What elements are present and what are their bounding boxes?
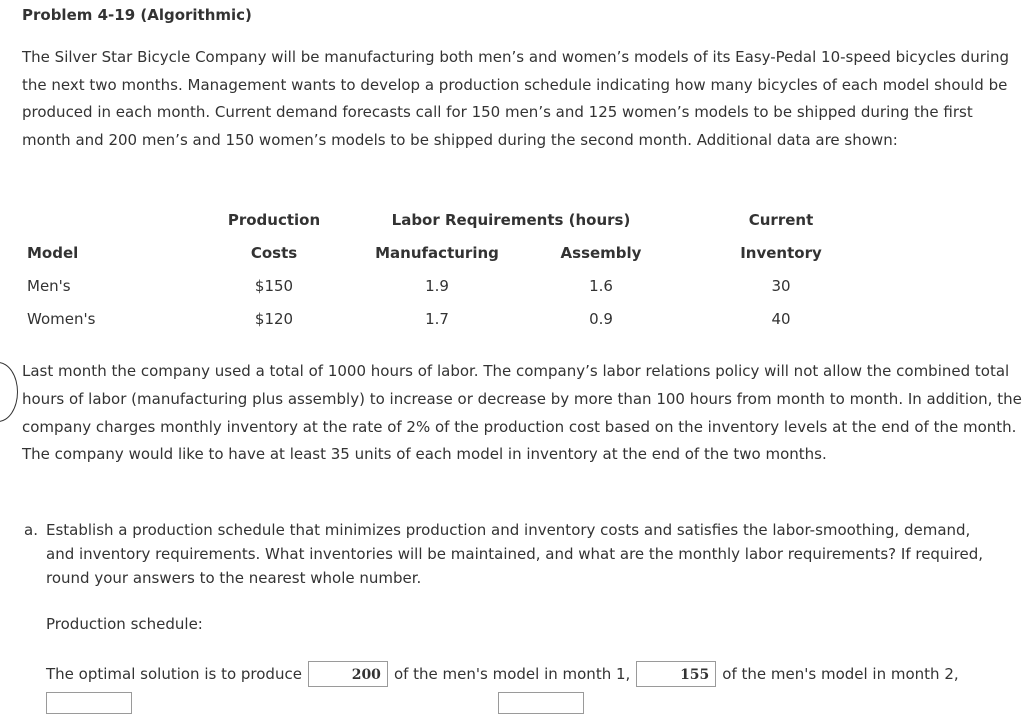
answer-prefix: The optimal solution is to produce <box>46 665 302 683</box>
part-a-label: a. <box>24 521 38 539</box>
answer-input-next-row-1[interactable] <box>46 692 132 714</box>
answer-input-next-row-2[interactable] <box>498 692 584 714</box>
table-row <box>22 302 849 335</box>
answer-mid-1: of the men's model in month 1, <box>393 665 631 683</box>
part-a-text: Establish a production schedule that minimizes production and inventory costs and satisfies the labor-smoothing, demand, and inventory requirements. What inventories will be maintained, and what are the monthly labor requirements? If required, round your answers to the nearest whole number. <box>46 521 983 587</box>
cell-assembly: 0.9 <box>589 309 613 328</box>
cell-model: Women's <box>27 309 96 328</box>
header-current: Current <box>748 210 814 229</box>
part-a-question <box>24 518 994 590</box>
header-labor-requirements: Labor Requirements (hours) <box>391 210 631 229</box>
data-table <box>22 203 849 335</box>
cell-manufacturing: 1.9 <box>425 276 449 295</box>
cell-inventory: 40 <box>771 309 791 328</box>
cell-manufacturing: 1.7 <box>425 309 449 328</box>
cell-cost: $120 <box>254 309 294 328</box>
problem-title: Problem 4-19 (Algorithmic) <box>22 6 252 24</box>
production-schedule-label: Production schedule: <box>46 615 203 633</box>
table-header-row-bottom <box>22 236 849 269</box>
answer-mid-2: of the men's model in month 2, <box>722 665 959 683</box>
problem-intro: The Silver Star Bicycle Company will be manufacturing both men’s and women’s models of its Easy-Pedal 10-speed bicycles during the next two months. Management wants to develop a production schedule indicating how many bicycles of each model should be produced in each month. Current demand forecasts call for 150 men’s and 125 women’s models to be shipped during the first month and 200 men’s and 150 women’s models to be shipped during the second month. Additional data are shown: <box>22 48 1010 149</box>
header-inventory: Inventory <box>740 243 822 262</box>
header-costs: Costs <box>250 243 298 262</box>
answer-line <box>46 661 959 687</box>
table-row <box>22 269 849 302</box>
cell-model: Men's <box>27 276 71 295</box>
header-manufacturing: Manufacturing <box>375 243 499 262</box>
header-model: Model <box>27 243 79 262</box>
header-assembly: Assembly <box>560 243 642 262</box>
edge-circle-mark <box>0 362 18 422</box>
cell-assembly: 1.6 <box>589 276 613 295</box>
answer-input-men-month-2[interactable]: 155 <box>636 661 716 687</box>
problem-paragraph-2: Last month the company used a total of 1000 hours of labor. The company’s labor relations policy will not allow the combined total hours of labor (manufacturing plus assembly) to increase or decrease by more than 100 hours from month to month. In addition, the company charges monthly inventory at the rate of 2% of the production cost based on the inventory levels at the end of the month. The company would like to have at least 35 units of each model in inventory at the end of the two months. <box>22 362 1022 464</box>
cell-inventory: 30 <box>771 276 791 295</box>
table-header-row-top <box>22 203 849 236</box>
answer-input-men-month-1[interactable]: 200 <box>308 661 388 687</box>
cell-cost: $150 <box>254 276 294 295</box>
header-production: Production <box>227 210 321 229</box>
